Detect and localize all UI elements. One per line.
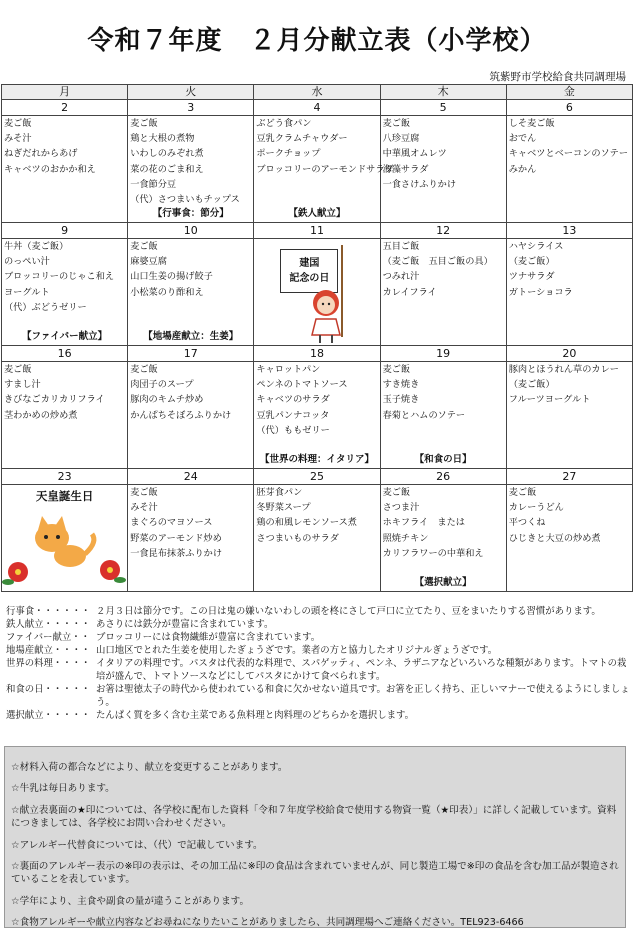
menu-item: 豚肉とほうれん草のカレー [508,364,619,375]
note-row [6,709,630,722]
menu-item: ヨーグルト [4,286,50,298]
girl-with-sign-illustration [254,239,380,345]
note-key: 鉄人献立・・・・・ [6,619,91,630]
date-number: 27 [506,469,632,485]
menu-cell [254,485,380,592]
date-number: 20 [506,346,632,362]
menu-item: さつまいものサラダ [256,532,339,544]
weekday-tue: 火 [128,85,254,100]
menu-item: 麦ご飯 [130,364,158,375]
date-number: 3 [128,100,254,116]
date-number: 13 [506,223,632,239]
menu-cell [128,485,254,592]
menu-item: キャロットパン [256,364,321,375]
menu-item: きびなごカリカリフライ [4,394,105,406]
menu-cell [380,116,506,223]
holiday-sign: 建国 記念の日 [280,249,338,293]
menu-item: おでん [508,133,537,145]
menu-item: 麦ご飯 [130,487,158,498]
date-row [2,100,633,116]
menu-item: 冬野菜スープ [256,502,311,514]
menu-item: ひじきと大豆の炒め煮 [508,532,601,544]
menu-item: 麦ご飯 [382,364,411,375]
date-row [2,346,633,362]
date-number: 18 [254,346,380,362]
note-key: ファイバー献立・・ [6,632,91,643]
info-line: ☆献立表裏面の★印については、各学校に配布した資料「令和７年度学校給食で使用する物資一覧（★印表）」に詳しく記載しています。資料につきましては、各学校にお問い合わせください。 [11,804,617,830]
menu-item: まぐろのマヨソース [130,517,213,529]
menu-cell [380,362,506,469]
menu-item: さつま汁 [382,502,420,514]
event-tag: 【世界の料理：イタリア】 [259,453,374,465]
menu-item: 中華風オムレツ [382,148,447,160]
menu-item: キャベツとベーコンのソテー [508,148,629,160]
menu-cell [506,239,632,346]
menu-cell [506,362,632,469]
menu-item: フルーツヨーグルト [508,394,591,406]
menu-cell [254,362,380,469]
note-row [6,605,630,618]
note-row [6,618,630,631]
date-number: 26 [380,469,506,485]
menu-cell [128,362,254,469]
date-number: 11 [254,223,380,239]
menu-item: 麦ご飯 [508,487,537,498]
note-text: たんぱく質を多く含む主菜である魚料理と肉料理のどちらかを選択します。 [96,710,415,721]
menu-item: （代）さつまいもチップス [130,194,240,206]
menu-item: 牛丼（麦ご飯） [4,241,69,252]
menu-item: 麦ご飯 [382,487,411,498]
menu-item: 麦ご飯 [130,118,158,129]
menu-item: すまし汁 [4,379,41,391]
menu-item: 一食節分豆 [130,178,177,190]
menu-item: 鶏の和風レモンソース煮 [256,517,357,529]
date-row [2,469,633,485]
menu-row [2,239,633,346]
date-number: 6 [506,100,632,116]
menu-item: 照焼チキン [382,532,429,544]
date-number: 2 [2,100,128,116]
menu-item: 鶏と大根の煮物 [130,133,195,145]
menu-item: ブロッコリーのじゃこ和え [4,271,115,283]
menu-item: （代）ぶどうゼリー [4,301,87,313]
menu-item: ブロッコリーのアーモンドサラダ [256,163,394,175]
holiday-label: 天皇誕生日 [35,489,94,503]
menu-item: 豆乳クラムチャウダー [256,133,348,145]
note-key: 行事食・・・・・・ [6,606,91,617]
note-key: 世界の料理・・・・ [6,658,91,669]
menu-item: 麦ご飯 [4,364,32,375]
menu-item: 豆乳パンナコッタ [256,409,330,421]
note-key: 和食の日・・・・・ [6,684,91,695]
date-number: 19 [380,346,506,362]
note-row [6,657,630,683]
info-line: ☆学年により、主食や副食の量が違うことがあります。 [11,895,250,907]
menu-item: かんぱちそぼろふりかけ [130,409,232,421]
note-text: 山口地区でとれた生姜を使用したぎょうざです。業者の方と協力したオリジナルぎょうざです。 [96,645,498,656]
menu-row [2,362,633,469]
menu-item: （麦ご飯 五目ご飯の具） [382,256,493,268]
date-number: 12 [380,223,506,239]
menu-item: しそ麦ご飯 [508,118,555,129]
note-row [6,683,630,709]
menu-item: 八珍豆腐 [382,133,420,145]
menu-item: （代）ももゼリー [256,424,330,436]
menu-calendar [1,84,633,592]
menu-item: ガトーショコラ [508,286,573,298]
event-tag: 【選択献立】 [414,576,472,588]
menu-item: ペンネのトマトソース [256,379,348,391]
menu-item: 小松菜のり酢和え [130,286,204,298]
menu-item: 海藻サラダ [382,163,429,175]
date-number: 23 [2,469,128,485]
event-tag: 【地場産献立：生姜】 [143,330,239,342]
menu-item: 麦ご飯 [130,241,158,252]
menu-item: みそ汁 [130,502,158,514]
info-line: ☆牛乳は毎日あります。 [11,783,115,795]
menu-item: 麦ご飯 [382,118,411,129]
weekday-fri: 金 [506,85,632,100]
menu-cell [128,239,254,346]
note-row [6,631,630,644]
menu-item: （麦ご飯） [508,256,555,268]
note-text: お箸は聖徳太子の時代から使われている和食に欠かせない道具です。お箸を正しく持ち、正しいマナーで使えるようにしましょう。 [96,684,630,708]
menu-weeks [2,100,633,592]
menu-item: ツナサラダ [508,271,555,283]
menu-item: 麦ご飯 [4,118,32,129]
menu-item: ポークチョップ [256,148,321,160]
event-tag: 【鉄人献立】 [288,207,346,219]
menu-cell [2,362,128,469]
date-number: 9 [2,223,128,239]
menu-item: キャベツのサラダ [256,394,330,406]
menu-item: カレーうどん [508,502,564,514]
note-text: イタリアの料理です。パスタは代表的な料理で、スパゲッティ、ペンネ、ラザニアなどいろいろな種類があります。トマトの栽培が盛んで、トマトソースなどにしてパスタにかけて食べられます。 [96,658,627,682]
note-text: ブロッコリーには食物繊維が豊富に含まれています。 [96,632,321,643]
event-tag: 【和食の日】 [414,453,472,465]
menu-item: 胚芽食パン [256,487,303,498]
menu-row [2,116,633,223]
menu-item: 麻婆豆腐 [130,256,167,268]
date-number: 5 [380,100,506,116]
info-box [4,746,626,928]
menu-item: 肉団子のスープ [130,379,194,391]
date-number: 24 [128,469,254,485]
organization-name: 筑紫野市学校給食共同調理場 [489,71,626,83]
menu-cell [380,485,506,592]
page-title: 令和７年度 ２月分献立表（小学校） [87,26,547,56]
menu-cell [506,485,632,592]
info-line: ☆裏面のアレルギー表示の※印の表示は、その加工品に※印の食品は含まれていませんが、同じ製造工場で※印の食品を含む加工品が製造されていることを表しています。 [11,861,619,886]
menu-item: ハヤシライス [508,241,564,252]
event-tag: 【ファイバー献立】 [22,330,108,342]
date-number: 17 [128,346,254,362]
menu-item: 春菊とハムのソテー [382,409,466,421]
date-number: 16 [2,346,128,362]
info-line: ☆材料入荷の都合などにより、献立を変更することがあります。 [11,762,288,773]
date-number: 10 [128,223,254,239]
weekday-thu: 木 [380,85,506,100]
menu-item: 山口生姜の揚げ餃子 [130,271,213,283]
info-line: ☆食物アレルギーや献立内容などお尋ねになりたいことがありましたら、共同調理場へご連絡ください。TEL923-6466 [11,917,524,929]
menu-item: 五目ご飯 [382,241,420,252]
menu-cell [2,116,128,223]
menu-cell [506,116,632,223]
menu-item: すき焼き [382,379,420,391]
menu-row [2,485,633,592]
menu-item: のっぺい汁 [4,256,50,268]
menu-item: 茎わかめの炒め煮 [4,409,78,421]
menu-item: みそ汁 [4,133,32,145]
menu-item: ぶどう食パン [256,118,312,129]
cat-and-camellia-illustration [2,504,128,590]
event-tag: 【行事食：節分】 [152,207,229,219]
menu-item: 平つくね [508,517,546,529]
menu-item: カレイフライ [382,286,437,298]
weekday-header [2,85,633,100]
note-text: ２月３日は節分です。この日は鬼の嫌いないわしの頭を柊にさして戸口に立てたり、豆をまいたりする習慣があります。 [96,606,601,617]
menu-cell [254,239,380,346]
menu-item: （麦ご飯） [508,379,555,391]
note-key: 地場産献立・・・・ [6,645,91,656]
menu-cell [2,239,128,346]
info-line: ☆アレルギー代替食については、（代）で記載しています。 [11,839,263,851]
date-number: 25 [254,469,380,485]
note-row [6,644,630,657]
notes-section [6,605,630,722]
weekday-mon: 月 [2,85,128,100]
menu-item: 玉子焼き [382,394,420,406]
weekday-wed: 水 [254,85,380,100]
menu-item: 一食さけふりかけ [382,178,457,190]
menu-item: いわしのみぞれ煮 [130,148,204,160]
menu-item: みかん [508,163,537,175]
menu-cell [128,116,254,223]
menu-item: つみれ汁 [382,271,420,283]
menu-item: カリフラワーの中華和え [382,547,484,559]
menu-item: 一食昆布抹茶ふりかけ [130,547,223,559]
menu-item: ホキフライ または [382,517,465,529]
menu-item: 菜の花のごま和え [130,163,204,175]
date-number: 4 [254,100,380,116]
menu-cell [380,239,506,346]
menu-item: キャベツのおかか和え [4,163,96,175]
menu-item: 豚肉のキムチ炒め [130,394,204,406]
note-text: あさりには鉄分が豊富に含まれています。 [96,619,274,630]
menu-item: 野菜のアーモンド炒め [130,532,222,544]
menu-item: ねぎだれからあげ [4,148,78,160]
date-row [2,223,633,239]
menu-cell [2,485,128,592]
note-key: 選択献立・・・・・ [6,710,91,721]
menu-cell [254,116,394,223]
